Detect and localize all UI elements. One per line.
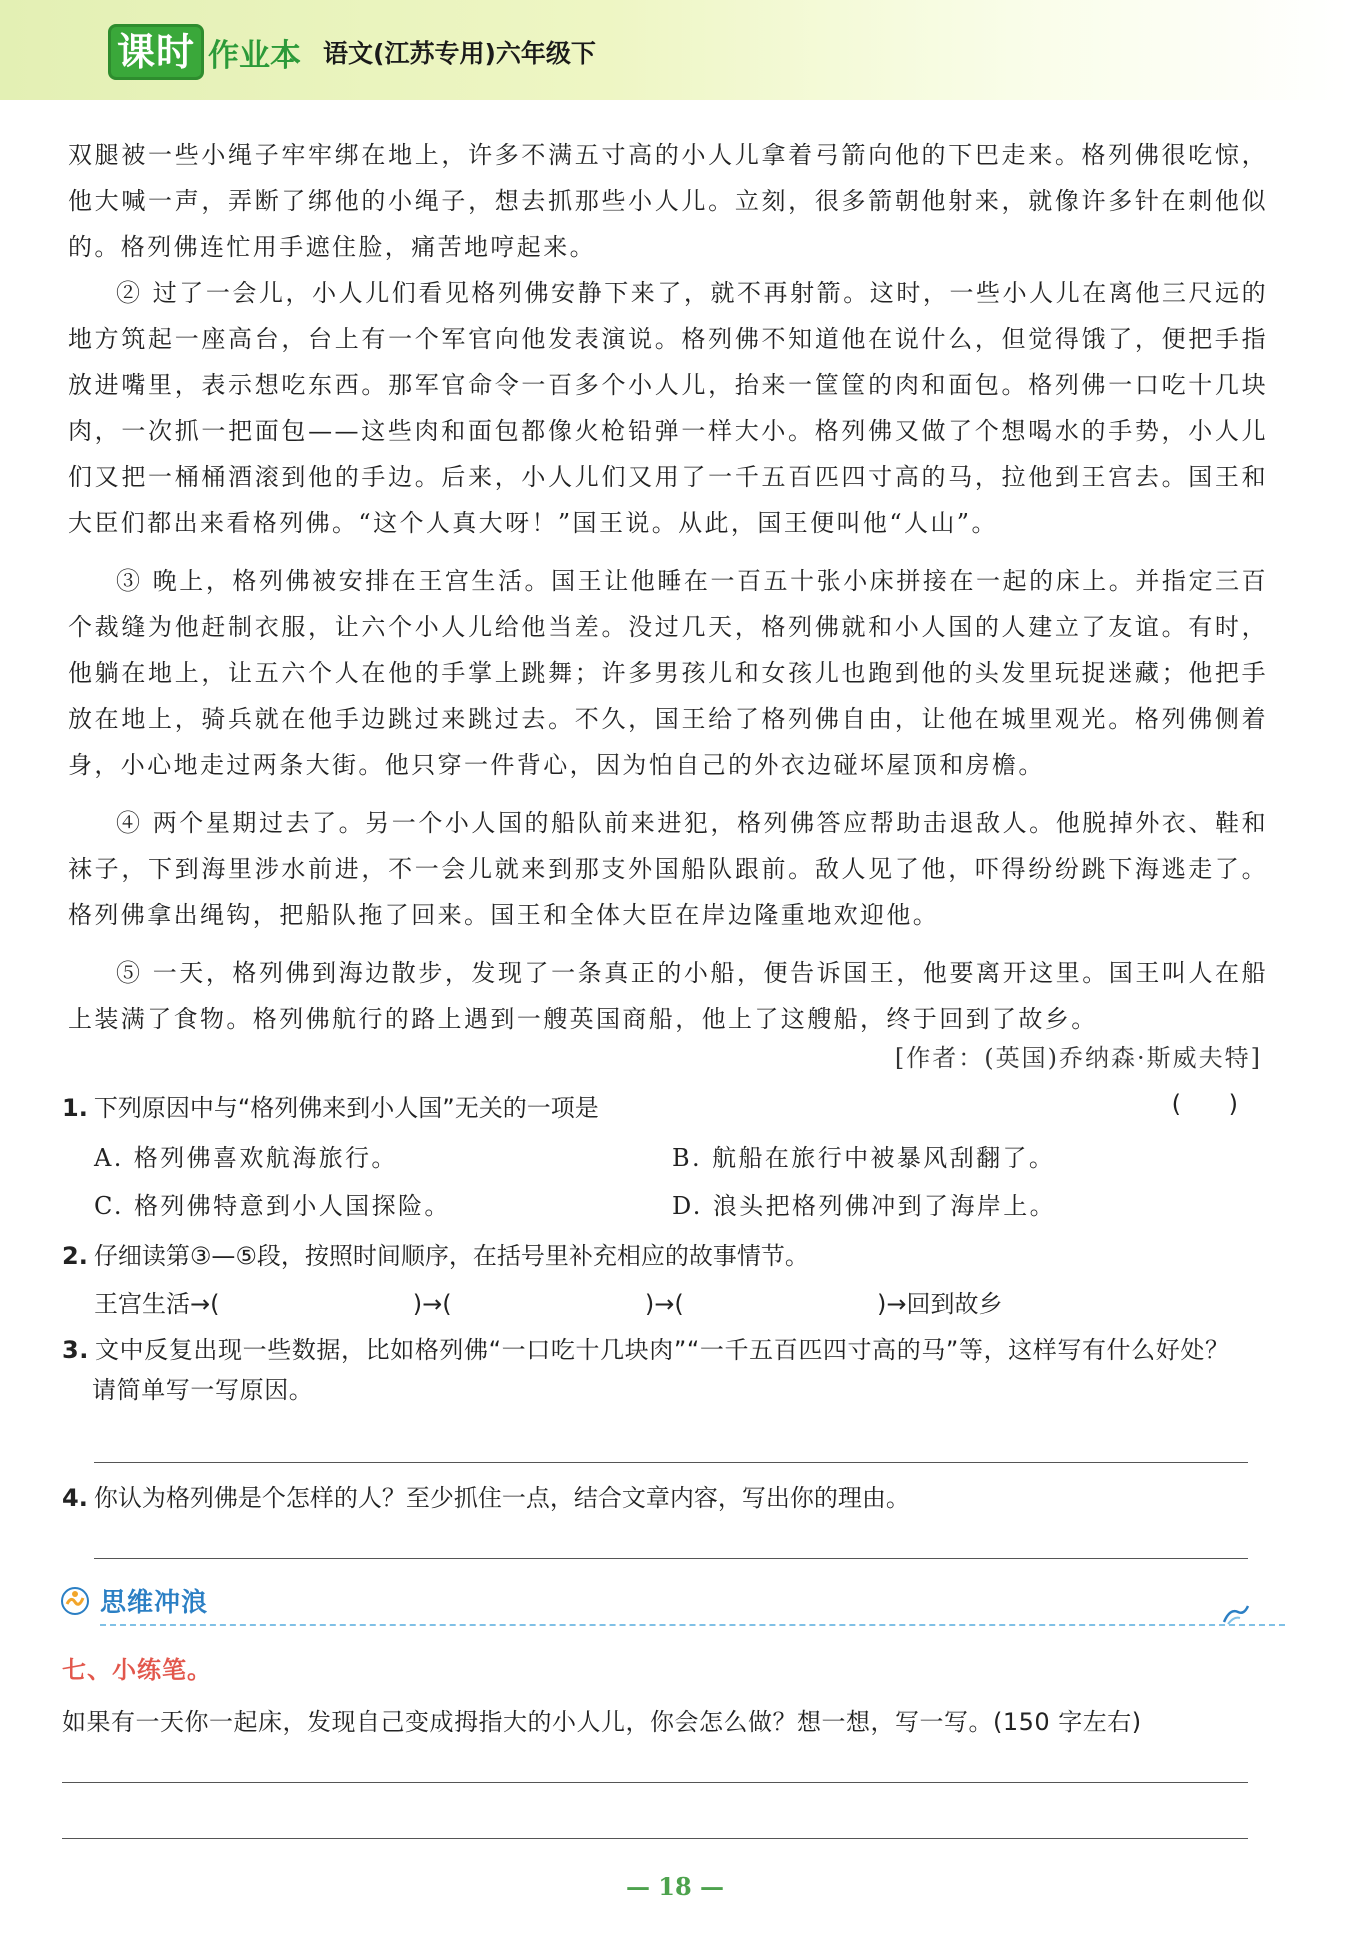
writing-line-1[interactable] <box>62 1782 1248 1783</box>
chain-mid-1: )→( <box>412 1290 452 1318</box>
author-credit: [作者：(英国)乔纳森·斯威夫特] <box>894 1044 1262 1072</box>
brand-keshi: 课时 <box>108 24 204 80</box>
section-divider <box>100 1624 1285 1626</box>
exercise-7-text: 如果有一天你一起床，发现自己变成拇指大的小人儿，你会怎么做？想一想，写一写。(150 字左右) <box>62 1708 1142 1736</box>
option-d[interactable]: D. 浪头把格列佛冲到了海岸上。 <box>672 1192 1057 1220</box>
passage-paragraph-5: ⑤ 一天，格列佛到海边散步，发现了一条真正的小船，便告诉国王，他要离开这里。国王叫人在船上装满了食物。格列佛航行的路上遇到一艘英国商船，他上了这艘船，终于回到了故乡。 <box>68 959 1268 1033</box>
wave-icon <box>1222 1602 1250 1626</box>
passage-paragraph-1: 双腿被一些小绳子牢牢绑在地上，许多不满五寸高的小人儿拿着弓箭向他的下巴走来。格列佛很吃惊，他大喊一声，弄断了绑他的小绳子，想去抓那些小人儿。立刻，很多箭朝他射来，就像许多针在刺他似的。格列佛连忙用手遮住脸，痛苦地哼起来。 <box>68 141 1268 261</box>
wave-bulb-icon <box>60 1586 90 1616</box>
question-4 <box>62 1478 1262 1518</box>
question-1 <box>62 1088 1262 1128</box>
writing-line-2[interactable] <box>62 1838 1248 1839</box>
brand-book: 作业本 <box>208 37 302 74</box>
question-1-text: 下列原因中与“格列佛来到小人国”无关的一项是 <box>93 1094 599 1122</box>
book-subtitle: 语文(江苏专用)六年级下 <box>323 39 596 68</box>
passage-paragraph-4: ④ 两个星期过去了。另一个小人国的船队前来进犯，格列佛答应帮助击退敌人。他脱掉外衣、鞋和袜子，下到海里涉水前进，不一会儿就来到那支外国船队跟前。敌人见了他，吓得纷纷跳下海逃走了。格列佛拿出绳钩，把船队拖了回来。国王和全体大臣在岸边隆重地欢迎他。 <box>68 809 1268 929</box>
question-3-text: 文中反复出现一些数据，比如格列佛“一口吃十几块肉”“一千五百匹四寸高的马”等，这样写有什么好处？请简单写一写原因。 <box>92 1336 1230 1404</box>
question-1-number: 1. <box>62 1094 88 1122</box>
brand-logo <box>108 22 596 82</box>
question-3 <box>62 1330 1252 1410</box>
chain-end: )→回到故乡 <box>877 1290 1003 1318</box>
chain-mid-2: )→( <box>644 1290 684 1318</box>
page-header <box>0 0 1350 100</box>
page-number: — 18 — <box>625 1872 725 1901</box>
passage-paragraph-3: ③ 晚上，格列佛被安排在王宫生活。国王让他睡在一百五十张小床拼接在一起的床上。并指定三百个裁缝为他赶制衣服，让六个小人儿给他当差。没过几天，格列佛就和小人国的人建立了友谊。有时，他躺在地上，让五六个人在他的手掌上跳舞；许多男孩儿和女孩儿也跑到他的头发里玩捉迷藏；他把手放在地上，骑兵就在他手边跳过来跳过去。不久，国王给了格列佛自由，让他在城里观光。格列佛侧着身，小心地走过两条大街。他只穿一件背心，因为怕自己的外衣边碰坏屋顶和房檐。 <box>68 567 1268 779</box>
answer-line-q3[interactable] <box>94 1462 1248 1463</box>
answer-line-q4[interactable] <box>94 1558 1248 1559</box>
question-2-number: 2. <box>62 1242 88 1270</box>
exercise-7-title: 七、小练笔。 <box>62 1656 212 1684</box>
answer-parenthesis[interactable]: ( ) <box>1171 1090 1258 1118</box>
question-4-number: 4. <box>62 1484 88 1512</box>
question-2-chain <box>94 1284 1294 1324</box>
passage-paragraph-2: ② 过了一会儿，小人儿们看见格列佛安静下来了，就不再射箭。这时，一些小人儿在离他三尺远的地方筑起一座高台，台上有一个军官向他发表演说。格列佛不知道他在说什么，但觉得饿了，便把手指放进嘴里，表示想吃东西。那军官命令一百多个小人儿，抬来一筐筐的肉和面包。格列佛一口吃十几块肉，一次抓一把面包——这些肉和面包都像火枪铅弹一样大小。格列佛又做了个想喝水的手势，小人儿们又把一桶桶酒滚到他的手边。后来，小人儿们又用了一千五百匹四寸高的马，拉他到王宫去。国王和大臣们都出来看格列佛。“这个人真大呀！”国王说。从此，国王便叫他“人山”。 <box>68 279 1268 537</box>
chain-start: 王宫生活→( <box>94 1290 220 1318</box>
option-b[interactable]: B. 航船在旅行中被暴风刮翻了。 <box>672 1144 1056 1172</box>
section-header <box>60 1580 1250 1628</box>
question-3-number: 3. <box>62 1336 90 1364</box>
question-4-text: 你认为格列佛是个怎样的人？至少抓住一点，结合文章内容，写出你的理由。 <box>93 1484 910 1512</box>
question-2-text: 仔细读第③—⑤段，按照时间顺序，在括号里补充相应的故事情节。 <box>93 1242 809 1270</box>
section-title: 思维冲浪 <box>100 1588 209 1618</box>
question-2 <box>62 1236 1262 1276</box>
option-c[interactable]: C. 格列佛特意到小人国探险。 <box>94 1192 451 1220</box>
option-a[interactable]: A. 格列佛喜欢航海旅行。 <box>94 1144 398 1172</box>
